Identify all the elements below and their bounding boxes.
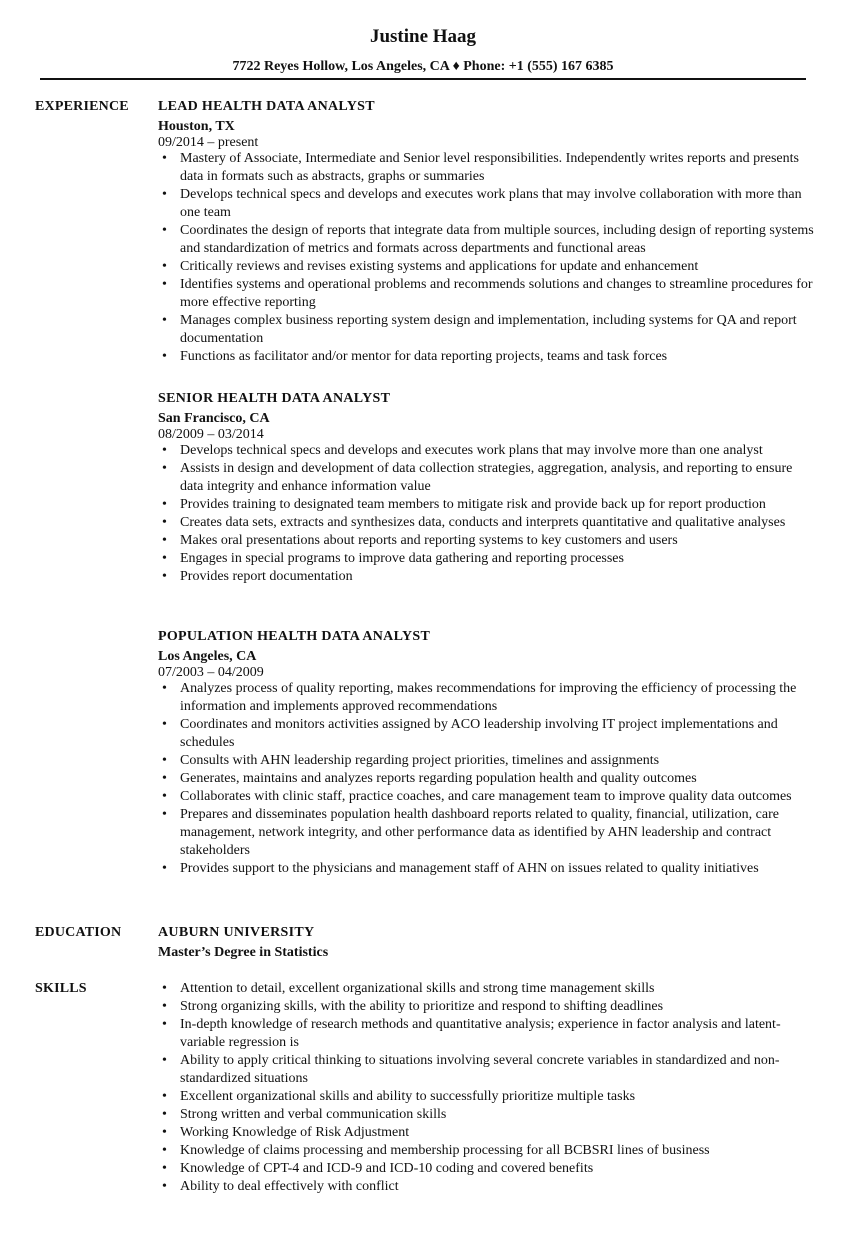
bullet-icon: • bbox=[162, 443, 167, 458]
list-item bbox=[158, 1142, 818, 1160]
list-item bbox=[158, 1178, 818, 1196]
bullet-text: Manages complex business reporting system design and implementation, including systems for QA and report documentation bbox=[180, 313, 797, 346]
bullet-icon: • bbox=[162, 569, 167, 584]
list-item bbox=[158, 1052, 818, 1088]
list-item bbox=[158, 460, 818, 496]
list-item bbox=[158, 150, 818, 186]
bullet-icon: • bbox=[162, 807, 167, 822]
list-item bbox=[158, 1016, 818, 1052]
degree-name: Master’s Degree in Statistics bbox=[158, 945, 329, 960]
skills-list bbox=[158, 980, 818, 1196]
bullet-text: Coordinates the design of reports that integrate data from multiple sources, including design of reporting systems and standardization of metrics and formats across departments and functional areas bbox=[180, 223, 814, 256]
bullet-icon: • bbox=[162, 515, 167, 530]
bullet-icon: • bbox=[162, 1161, 167, 1176]
bullet-text: Collaborates with clinic staff, practice coaches, and care management team to improve quality data outcomes bbox=[180, 789, 792, 804]
bullet-icon: • bbox=[162, 151, 167, 166]
job-bullet-list bbox=[158, 680, 818, 878]
list-item bbox=[158, 276, 818, 312]
job-dates: 07/2003 – 04/2009 bbox=[158, 665, 264, 680]
bullet-icon: • bbox=[162, 461, 167, 476]
job-title: POPULATION HEALTH DATA ANALYST bbox=[158, 629, 431, 644]
school-name: AUBURN UNIVERSITY bbox=[158, 925, 315, 940]
bullet-icon: • bbox=[162, 1089, 167, 1104]
bullet-text: Coordinates and monitors activities assigned by ACO leadership involving IT project implementations and schedules bbox=[180, 717, 778, 750]
header-divider bbox=[40, 78, 806, 80]
education-entry bbox=[158, 924, 818, 962]
skill-text: Strong written and verbal communication skills bbox=[180, 1107, 447, 1122]
bullet-icon: • bbox=[162, 789, 167, 804]
list-item bbox=[158, 222, 818, 258]
skill-text: Knowledge of CPT-4 and ICD-9 and ICD-10 coding and covered benefits bbox=[180, 1161, 594, 1176]
job-entry-2 bbox=[158, 390, 818, 586]
job-location: San Francisco, CA bbox=[158, 411, 270, 426]
bullet-icon: • bbox=[162, 277, 167, 292]
bullet-text: Provides support to the physicians and management staff of AHN on issues related to quality initiatives bbox=[180, 861, 759, 876]
bullet-icon: • bbox=[162, 861, 167, 876]
bullet-icon: • bbox=[162, 999, 167, 1014]
bullet-icon: • bbox=[162, 313, 167, 328]
bullet-icon: • bbox=[162, 1125, 167, 1140]
skill-text: Knowledge of claims processing and membership processing for all BCBSRI lines of business bbox=[180, 1143, 710, 1158]
list-item bbox=[158, 312, 818, 348]
job-location: Los Angeles, CA bbox=[158, 649, 257, 664]
list-item bbox=[158, 186, 818, 222]
job-entry-3 bbox=[158, 628, 818, 878]
list-item bbox=[158, 788, 818, 806]
job-location: Houston, TX bbox=[158, 119, 235, 134]
job-dates: 09/2014 – present bbox=[158, 135, 259, 150]
bullet-text: Makes oral presentations about reports and reporting systems to key customers and users bbox=[180, 533, 678, 548]
bullet-icon: • bbox=[162, 681, 167, 696]
bullet-icon: • bbox=[162, 1179, 167, 1194]
skill-text: Strong organizing skills, with the ability to prioritize and respond to shifting deadlines bbox=[180, 999, 664, 1014]
bullet-text: Provides report documentation bbox=[180, 569, 353, 584]
job-bullet-list bbox=[158, 442, 818, 586]
bullet-text: Provides training to designated team members to mitigate risk and provide back up for report production bbox=[180, 497, 766, 512]
list-item bbox=[158, 806, 818, 860]
bullet-text: Engages in special programs to improve data gathering and reporting processes bbox=[180, 551, 624, 566]
bullet-text: Develops technical specs and develops and executes work plans that may involve collaboration with more than one team bbox=[180, 187, 802, 220]
bullet-text: Critically reviews and revises existing systems and applications for update and enhancement bbox=[180, 259, 699, 274]
list-item bbox=[158, 980, 818, 998]
skill-text: Working Knowledge of Risk Adjustment bbox=[180, 1125, 410, 1140]
bullet-text: Creates data sets, extracts and synthesizes data, conducts and interprets quantitative and qualitative analyses bbox=[180, 515, 786, 530]
contact-line: 7722 Reyes Hollow, Los Angeles, CA ♦ Phone: +1 (555) 167 6385 bbox=[232, 59, 614, 74]
skill-text: Attention to detail, excellent organizational skills and strong time management skills bbox=[180, 981, 655, 996]
skill-text: Ability to apply critical thinking to situations involving several concrete variables in standardized and non-standardized situations bbox=[180, 1053, 780, 1086]
bullet-text: Develops technical specs and develops and executes work plans that may involve more than one analyst bbox=[180, 443, 763, 458]
list-item bbox=[158, 1088, 818, 1106]
list-item bbox=[158, 532, 818, 550]
bullet-icon: • bbox=[162, 497, 167, 512]
skills-heading: SKILLS bbox=[35, 981, 87, 996]
bullet-icon: • bbox=[162, 1143, 167, 1158]
bullet-icon: • bbox=[162, 771, 167, 786]
bullet-icon: • bbox=[162, 223, 167, 238]
list-item bbox=[158, 860, 818, 878]
job-title: SENIOR HEALTH DATA ANALYST bbox=[158, 391, 391, 406]
bullet-text: Identifies systems and operational problems and recommends solutions and changes to streamline procedures for more effective reporting bbox=[180, 277, 813, 310]
list-item bbox=[158, 496, 818, 514]
job-entry-1 bbox=[158, 98, 818, 366]
bullet-text: Consults with AHN leadership regarding project priorities, timelines and assignments bbox=[180, 753, 660, 768]
bullet-icon: • bbox=[162, 349, 167, 364]
list-item bbox=[158, 550, 818, 568]
job-title: LEAD HEALTH DATA ANALYST bbox=[158, 99, 375, 114]
bullet-text: Assists in design and development of data collection strategies, aggregation, analysis, and reporting to ensure data integrity and enhance information value bbox=[180, 461, 793, 494]
bullet-icon: • bbox=[162, 533, 167, 548]
bullet-icon: • bbox=[162, 717, 167, 732]
bullet-icon: • bbox=[162, 259, 167, 274]
experience-heading: EXPERIENCE bbox=[35, 99, 129, 114]
list-item bbox=[158, 752, 818, 770]
bullet-text: Mastery of Associate, Intermediate and Senior level responsibilities. Independently writes reports and presents data in formats such as abstracts, graphs or summaries bbox=[180, 151, 799, 184]
bullet-icon: • bbox=[162, 551, 167, 566]
bullet-text: Functions as facilitator and/or mentor for data reporting projects, teams and task forces bbox=[180, 349, 668, 364]
list-item bbox=[158, 348, 818, 366]
list-item bbox=[158, 568, 818, 586]
bullet-icon: • bbox=[162, 981, 167, 996]
skill-text: Ability to deal effectively with conflict bbox=[180, 1179, 399, 1194]
education-heading: EDUCATION bbox=[35, 925, 122, 940]
bullet-icon: • bbox=[162, 1053, 167, 1068]
list-item bbox=[158, 1160, 818, 1178]
bullet-text: Generates, maintains and analyzes reports regarding population health and quality outcomes bbox=[180, 771, 697, 786]
list-item bbox=[158, 258, 818, 276]
bullet-icon: • bbox=[162, 187, 167, 202]
bullet-icon: • bbox=[162, 1017, 167, 1032]
bullet-text: Analyzes process of quality reporting, makes recommendations for improving the efficiency of processing the information and implements approved recommendations bbox=[180, 681, 797, 714]
skill-text: Excellent organizational skills and ability to successfully prioritize multiple tasks bbox=[180, 1089, 636, 1104]
list-item bbox=[158, 998, 818, 1016]
list-item bbox=[158, 1124, 818, 1142]
list-item bbox=[158, 514, 818, 532]
job-dates: 08/2009 – 03/2014 bbox=[158, 427, 264, 442]
list-item bbox=[158, 770, 818, 788]
bullet-icon: • bbox=[162, 1107, 167, 1122]
bullet-text: Prepares and disseminates population health dashboard reports related to quality, financial, utilization, care management, network integrity, and other performance data as identified by AHN leadership and contract stakeholders bbox=[180, 807, 779, 858]
skill-text: In-depth knowledge of research methods and quantitative analysis; experience in factor analysis and latent-variable regression is bbox=[180, 1017, 781, 1050]
skills-entry bbox=[158, 980, 818, 1196]
bullet-icon: • bbox=[162, 753, 167, 768]
list-item bbox=[158, 680, 818, 716]
job-bullet-list bbox=[158, 150, 818, 366]
list-item bbox=[158, 716, 818, 752]
candidate-name: Justine Haag bbox=[369, 26, 477, 47]
list-item bbox=[158, 1106, 818, 1124]
list-item bbox=[158, 442, 818, 460]
